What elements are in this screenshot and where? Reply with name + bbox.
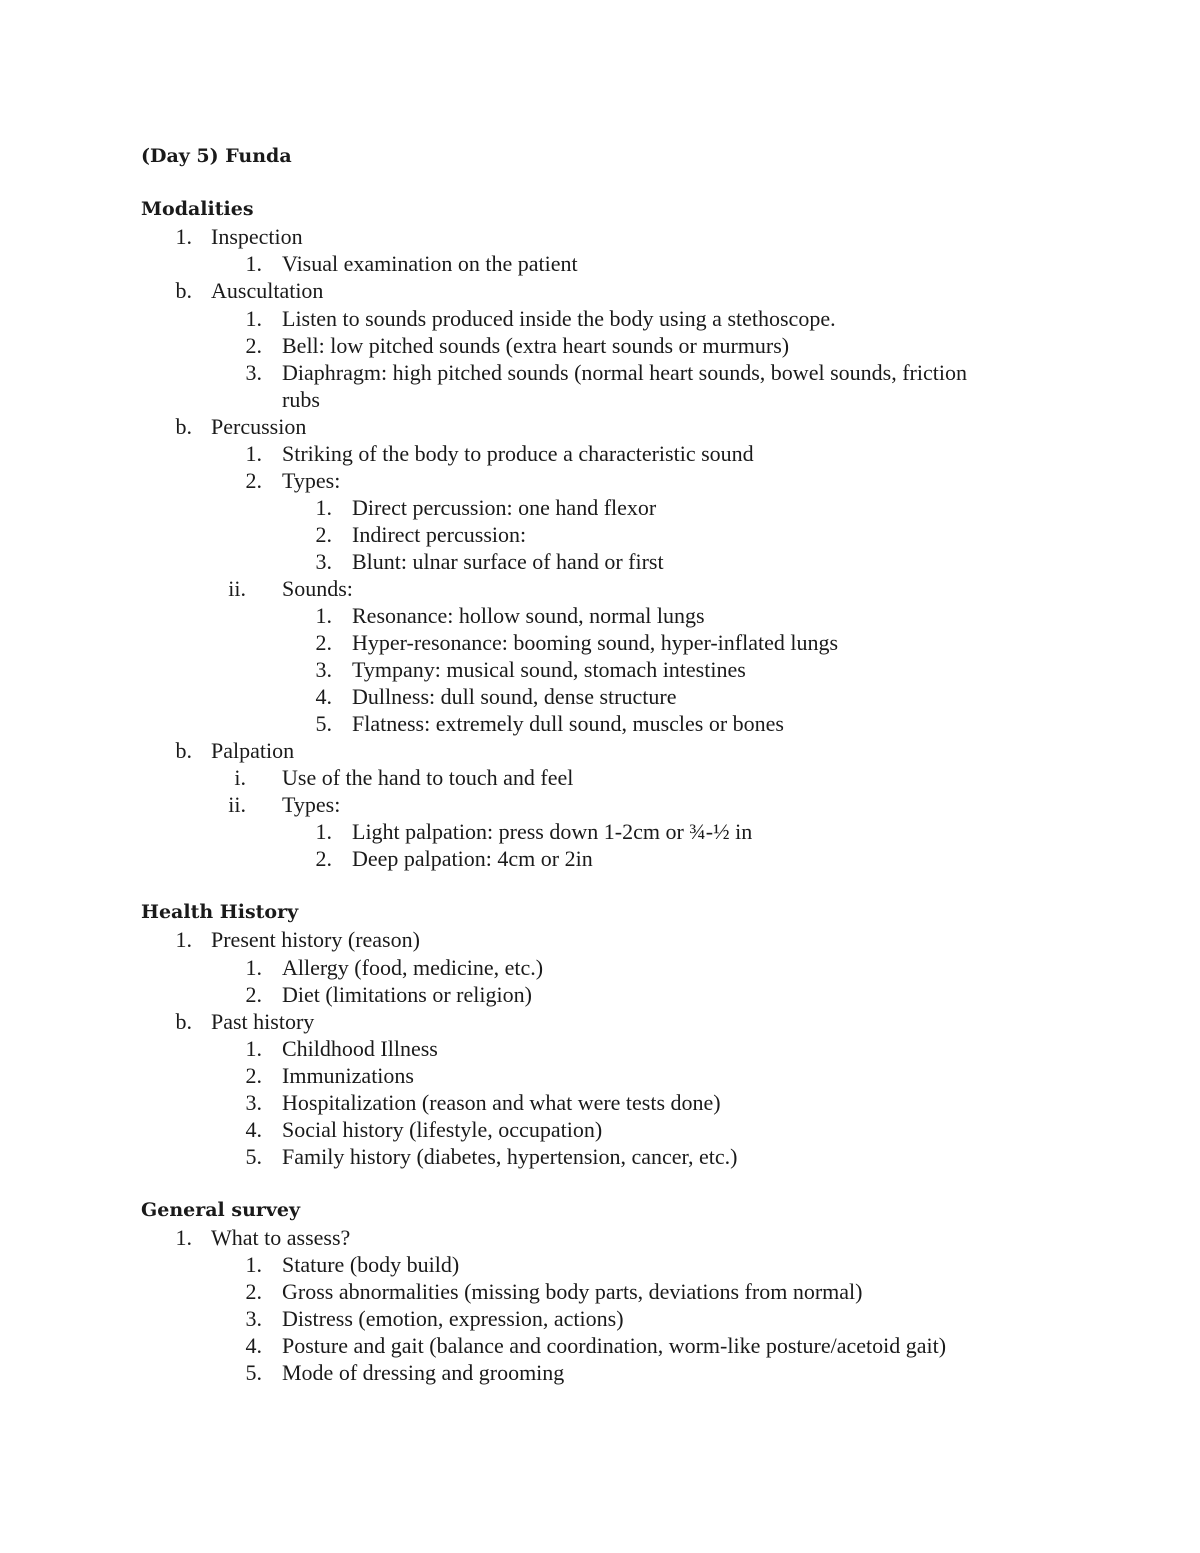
list-marker: 1.	[245, 955, 262, 980]
document-title: (Day 5) Funda	[141, 145, 292, 167]
list-item-text: Family history (diabetes, hypertension, cancer, etc.)	[282, 1144, 738, 1169]
list-item-text: Use of the hand to touch and feel	[282, 765, 574, 790]
list-item-label: What to assess?	[211, 1225, 351, 1250]
list-item-text: Posture and gait (balance and coordination, worm-like posture/acetoid gait)	[282, 1333, 947, 1358]
section-heading-health-history: Health History	[141, 901, 299, 923]
list-item-text: Hospitalization (reason and what were tests done)	[282, 1090, 721, 1115]
list-item-text: Listen to sounds produced inside the body using a stethoscope.	[282, 306, 836, 331]
list-marker: 4.	[245, 1333, 262, 1358]
list-item-text: Resonance: hollow sound, normal lungs	[352, 603, 705, 628]
list-item-text: Visual examination on the patient	[282, 251, 578, 276]
list-item-label: Inspection	[211, 224, 303, 249]
list-marker: 5.	[245, 1360, 262, 1385]
list-item-text: Light palpation: press down 1-2cm or ¾-½ in	[352, 819, 753, 844]
list-item-text: Diet (limitations or religion)	[282, 982, 532, 1007]
list-marker: 2.	[315, 630, 332, 655]
list-item-label: Palpation	[211, 738, 295, 763]
list-item-text: Types:	[282, 792, 341, 817]
list-item-text: Gross abnormalities (missing body parts, deviations from normal)	[282, 1279, 863, 1304]
list-marker: 2.	[245, 1279, 262, 1304]
list-item-text: Immunizations	[282, 1063, 414, 1088]
list-marker: 1.	[315, 495, 332, 520]
list-marker: 1.	[315, 603, 332, 628]
list-marker: 1.	[245, 306, 262, 331]
list-item-text: Dullness: dull sound, dense structure	[352, 684, 677, 709]
list-item-text: Childhood Illness	[282, 1036, 438, 1061]
list-item-continuation: rubs	[282, 387, 320, 412]
list-item-text: Tympany: musical sound, stomach intestines	[352, 657, 746, 682]
list-marker: 3.	[245, 360, 262, 385]
list-marker: 1.	[315, 819, 332, 844]
list-item-text: Striking of the body to produce a characteristic sound	[282, 441, 754, 466]
list-item-text: Deep palpation: 4cm or 2in	[352, 846, 593, 871]
section-heading-general-survey: General survey	[141, 1199, 301, 1221]
list-item-text: Types:	[282, 468, 341, 493]
list-item-text: Stature (body build)	[282, 1252, 460, 1277]
list-marker: 1.	[245, 1252, 262, 1277]
list-marker: 1.	[245, 251, 262, 276]
list-marker: b.	[175, 738, 192, 763]
list-marker: 4.	[245, 1117, 262, 1142]
list-item-label: Percussion	[211, 414, 307, 439]
list-marker: 5.	[315, 711, 332, 736]
list-marker: 1.	[245, 441, 262, 466]
list-marker: 4.	[315, 684, 332, 709]
list-item-text: Social history (lifestyle, occupation)	[282, 1117, 603, 1142]
list-item-text: Allergy (food, medicine, etc.)	[282, 955, 544, 980]
list-marker: 5.	[245, 1144, 262, 1169]
list-marker: b.	[175, 414, 192, 439]
list-marker: 2.	[245, 1063, 262, 1088]
list-item-text: Bell: low pitched sounds (extra heart sounds or murmurs)	[282, 333, 790, 358]
list-marker: ii.	[228, 576, 246, 601]
list-item-text: Indirect percussion:	[352, 522, 527, 547]
list-item-text: Hyper-resonance: booming sound, hyper-inflated lungs	[352, 630, 839, 655]
list-marker: b.	[175, 278, 192, 303]
list-item-text: Direct percussion: one hand flexor	[352, 495, 657, 520]
list-marker: 1.	[175, 224, 192, 249]
list-item-text: Distress (emotion, expression, actions)	[282, 1306, 624, 1331]
list-marker: i.	[234, 765, 246, 790]
list-item-text: Blunt: ulnar surface of hand or first	[352, 549, 664, 574]
list-marker: 2.	[245, 982, 262, 1007]
list-item-text: Mode of dressing and grooming	[282, 1360, 565, 1385]
section-heading-modalities: Modalities	[141, 198, 254, 220]
list-marker: 2.	[245, 468, 262, 493]
list-item-label: Auscultation	[211, 278, 324, 303]
list-marker: 2.	[315, 522, 332, 547]
list-marker: 2.	[315, 846, 332, 871]
list-marker: 1.	[245, 1036, 262, 1061]
list-item-label: Past history	[211, 1009, 315, 1034]
list-marker: b.	[175, 1009, 192, 1034]
list-item-label: Present history (reason)	[211, 927, 420, 952]
list-item-text: Diaphragm: high pitched sounds (normal heart sounds, bowel sounds, friction	[282, 360, 967, 385]
list-marker: 3.	[315, 657, 332, 682]
list-marker: ii.	[228, 792, 246, 817]
list-marker: 3.	[245, 1090, 262, 1115]
list-marker: 1.	[175, 927, 192, 952]
list-item-text: Flatness: extremely dull sound, muscles or bones	[352, 711, 784, 736]
list-marker: 3.	[245, 1306, 262, 1331]
list-item-text: Sounds:	[282, 576, 353, 601]
list-marker: 2.	[245, 333, 262, 358]
list-marker: 3.	[315, 549, 332, 574]
list-marker: 1.	[175, 1225, 192, 1250]
